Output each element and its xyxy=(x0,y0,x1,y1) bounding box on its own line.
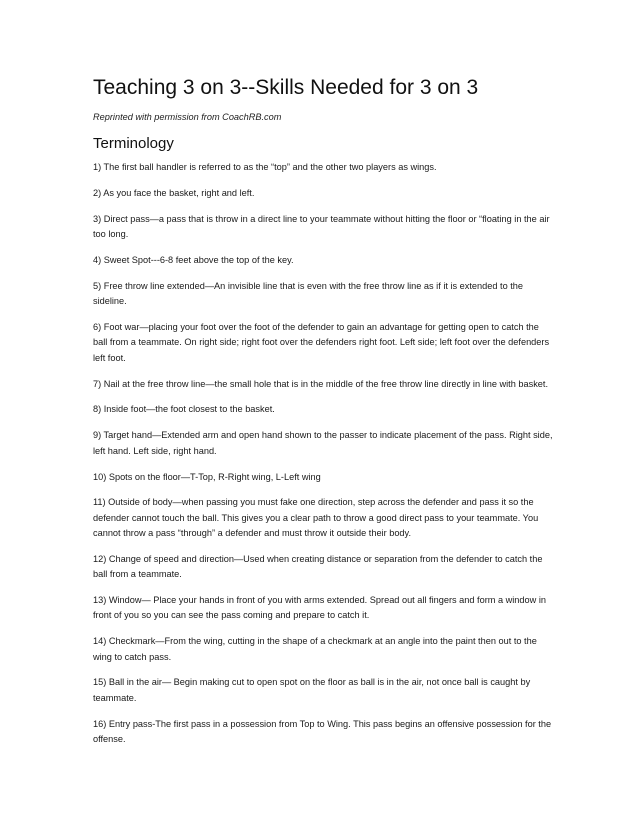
list-item: 5) Free throw line extended—An invisible line that is even with the free throw line as if it is extended to the sideline. xyxy=(93,280,524,307)
list-item: 13) Window— Place your hands in front of you with arms extended. Spread out all fingers and form a window in front of you so you can see the pass coming and prepare to catch it. xyxy=(93,595,546,621)
section-heading-terminology: Terminology xyxy=(93,135,174,152)
list-item: 2) As you face the basket, right and left. xyxy=(93,187,255,198)
list-item: 4) Sweet Spot---6-8 feet above the top of the key. xyxy=(93,254,294,265)
list-item: 8) Inside foot—the foot closest to the basket. xyxy=(93,404,275,415)
list-item: 10) Spots on the floor—T-Top, R-Right wing, L-Left wing xyxy=(93,471,321,482)
terminology-list xyxy=(93,160,553,747)
list-item: 6) Foot war—placing your foot over the foot of the defender to gain an advantage for getting open to catch the ball from a teammate. On right side; right foot over the defenders right foot. Left side; left foot over the defenders left foot. xyxy=(93,322,550,363)
list-item: 16) Entry pass-The first pass in a possession from Top to Wing. This pass begins an offensive possession for the offense. xyxy=(93,718,552,744)
page-title: Teaching 3 on 3--Skills Needed for 3 on 3 xyxy=(93,76,479,99)
list-item: 15) Ball in the air— Begin making cut to open spot on the floor as ball is in the air, not once ball is caught by teammate. xyxy=(93,677,531,703)
list-item: 12) Change of speed and direction—Used when creating distance or separation from the defender to catch the ball from a teammate. xyxy=(93,553,543,580)
list-item: 3) Direct pass—a pass that is throw in a direct line to your teammate without hitting the floor or “floating in the air too long. xyxy=(93,213,550,240)
document-content xyxy=(93,74,553,758)
list-item: 11) Outside of body—when passing you must fake one direction, step across the defender and pass it so the defender cannot touch the ball. This gives you a clear path to throw a good direct pass to your teammate. You cannot throw a pass “through” a defender and must throw it outside their body. xyxy=(93,497,539,538)
reprint-note: Reprinted with permission from CoachRB.com xyxy=(93,112,282,122)
list-item: 9) Target hand—Extended arm and open hand shown to the passer to indicate placement of the pass. Right side, left hand. Left side, right hand. xyxy=(93,430,553,456)
list-item: 14) Checkmark—From the wing, cutting in the shape of a checkmark at an angle into the paint then out to the wing to catch pass. xyxy=(93,636,537,662)
list-item: 1) The first ball handler is referred to as the “top” and the other two players as wings. xyxy=(93,162,437,172)
list-item: 7) Nail at the free throw line—the small hole that is in the middle of the free throw line directly in line with basket. xyxy=(93,378,549,389)
